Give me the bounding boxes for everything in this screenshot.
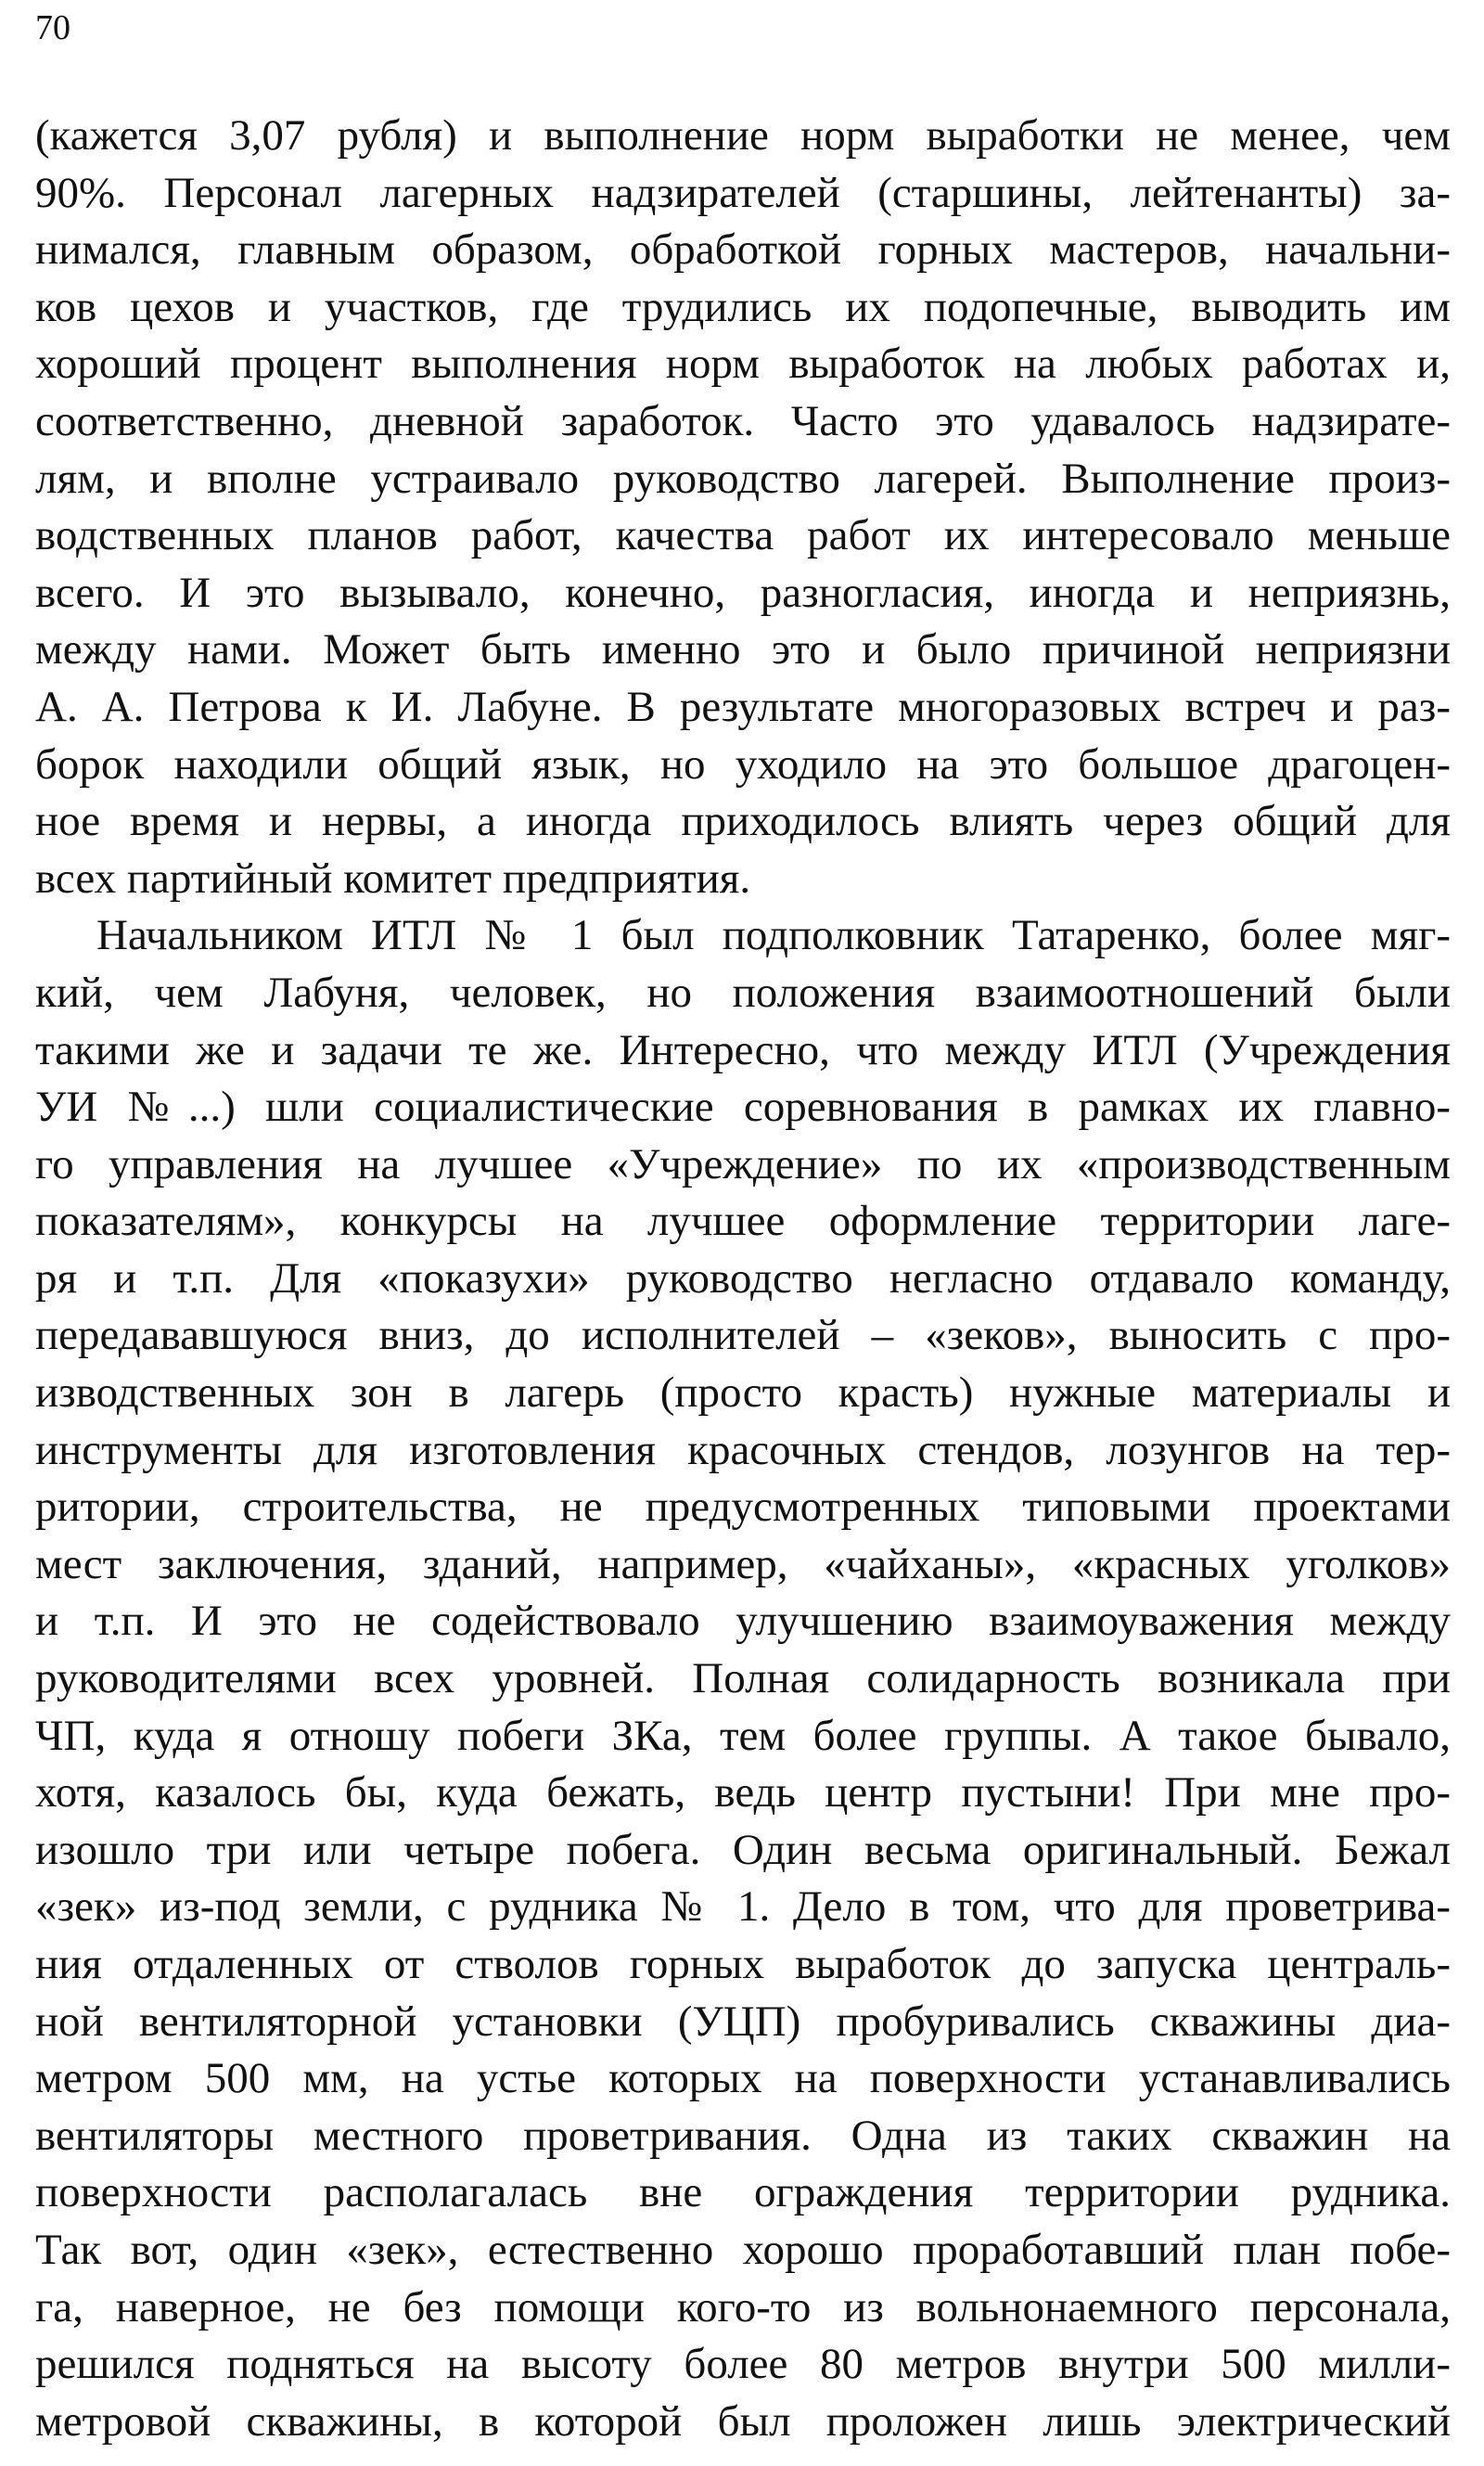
text-line: руководителями всех уровней. Полная солидарность возникала при [35, 1654, 1451, 1703]
text-line: показателям», конкурсы на лучшее оформление территории лаге- [35, 1197, 1451, 1246]
text-line: всех партийный комитет предприятия. [35, 854, 751, 903]
text-line: (кажется 3,07 рубля) и выполнение норм выработки не менее, чем [35, 111, 1451, 160]
text-line: нимался, главным образом, обработкой горных мастеров, начальни- [35, 225, 1451, 275]
text-line: изошло три или четыре побега. Один весьма оригинальный. Бежал [35, 1825, 1451, 1874]
text-line: А. А. Петрова к И. Лабуне. В результате многоразовых встреч и раз- [35, 682, 1451, 731]
text-line: такими же и задачи те же. Интересно, что между ИТЛ (Учреждения [35, 1025, 1451, 1074]
text-line: го управления на лучшее «Учреждение» по их «производственным [35, 1139, 1451, 1188]
paragraph-first-line: Начальником ИТЛ № 1 был подполковник Татаренко, более мяг- [96, 911, 1451, 960]
text-line: УИ №...) шли социалистические соревнования в рамках их главно- [35, 1083, 1451, 1132]
text-line: лям, и вполне устраивало руководство лагерей. Выполнение произ- [35, 454, 1451, 503]
text-line: ков цехов и участков, где трудились их подопечные, выводить им [35, 282, 1451, 331]
text-line: всего. И это вызывало, конечно, разногласия, иногда и неприязнь, [35, 568, 1451, 617]
text-line: ря и т.п. Для «показухи» руководство негласно отдавало команду, [35, 1253, 1451, 1303]
text-line: ния отдаленных от стволов горных выработок до запуска централь- [35, 1940, 1451, 1988]
text-line: вентиляторы местного проветривания. Одна из таких скважин на [35, 2111, 1451, 2160]
text-line: и т.п. И это не содействовало улучшению взаимоуважения между [35, 1597, 1451, 1646]
text-line: поверхности располагалась вне ограждения территории рудника. [35, 2168, 1451, 2217]
text-line: хотя, казалось бы, куда бежать, ведь центр пустыни! При мне про- [35, 1768, 1451, 1817]
text-line: га, наверное, не без помощи кого-то из вольнонаемного персонала, [35, 2282, 1451, 2331]
body-text [35, 108, 1451, 2450]
text-line: кий, чем Лабуня, человек, но положения взаимоотношений были [35, 968, 1451, 1017]
text-line: ритории, строительства, не предусмотренных типовыми проектами [35, 1483, 1451, 1532]
text-line: ной вентиляторной установки (УЦП) пробуривались скважины диа- [35, 1997, 1451, 2046]
text-line: метром 500 мм, на устье которых на поверхности устанавливались [35, 2054, 1451, 2103]
text-line: водственных планов работ, качества работ их интересовало меньше [35, 511, 1451, 560]
text-line: хороший процент выполнения норм выработок на любых работах и, [35, 340, 1451, 389]
text-line: метровой скважины, в которой был проложен лишь электрический [35, 2396, 1451, 2446]
text-line: борок находили общий язык, но уходило на это большое драгоцен- [35, 739, 1451, 789]
text-line: решился подняться на высоту более 80 метров внутри 500 милли- [35, 2340, 1451, 2389]
text-line: соответственно, дневной заработок. Часто это удавалось надзирате- [35, 396, 1451, 445]
text-line: ное время и нервы, а иногда приходилось влиять через общий для [35, 797, 1451, 846]
text-line: ЧП, куда я отношу побеги ЗКа, тем более группы. А такое бывало, [35, 1711, 1451, 1760]
text-line: мест заключения, зданий, например, «чайханы», «красных уголков» [35, 1539, 1451, 1588]
text-line: инструменты для изготовления красочных стендов, лозунгов на тер- [35, 1425, 1451, 1474]
page-number: 70 [35, 8, 70, 47]
text-line: между нами. Может быть именно это и было причиной неприязни [35, 625, 1451, 674]
text-line: Так вот, один «зек», естественно хорошо проработавший план побе- [35, 2225, 1451, 2274]
text-line: передававшуюся вниз, до исполнителей – «зеков», выносить с про- [35, 1311, 1451, 1360]
text-line: изводственных зон в лагерь (просто красть) нужные материалы и [35, 1368, 1451, 1418]
text-line: «зек» из-под земли, с рудника № 1. Дело в том, что для проветрива- [35, 1882, 1451, 1932]
text-line: 90%. Персонал лагерных надзирателей (старшины, лейтенанты) за- [35, 168, 1451, 217]
